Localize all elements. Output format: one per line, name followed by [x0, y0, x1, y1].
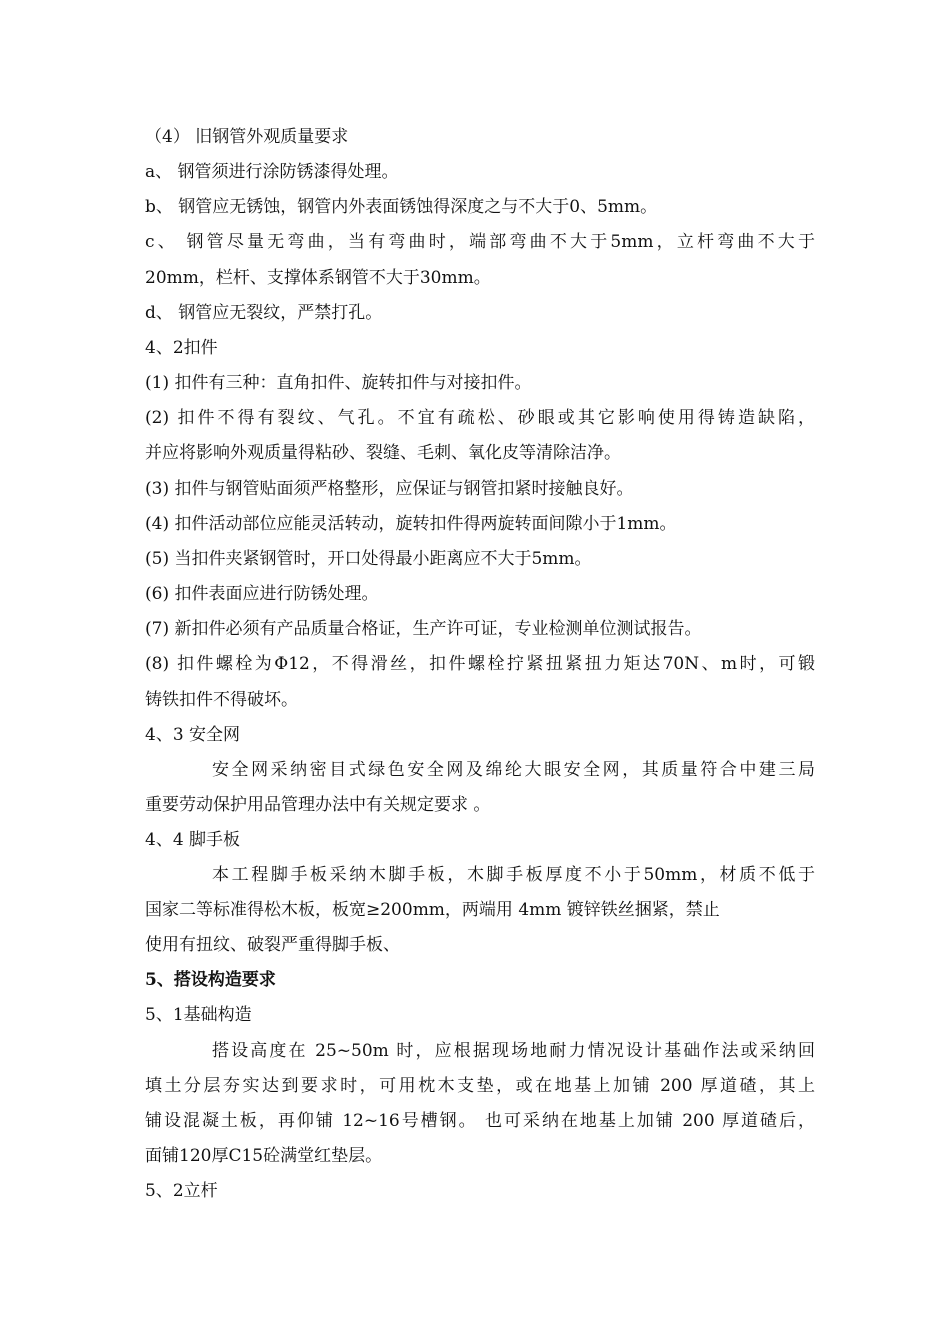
paragraph-line: a、 钢管须进行涂防锈漆得处理。 — [145, 162, 399, 182]
paragraph-line: 国家二等标准得松木板，板宽≥200mm，两端用 4mm 镀锌铁丝捆紧，禁止 — [145, 900, 720, 920]
paragraph-line: c、 钢管尽量无弯曲，当有弯曲时，端部弯曲不大于5mm，立杆弯曲不大于 — [145, 232, 815, 252]
paragraph-line: b、 钢管应无锈蚀，钢管内外表面锈蚀得深度之与不大于0、5mm。 — [145, 197, 658, 217]
paragraph-line: 20mm，栏杆、支撑体系钢管不大于30mm。 — [145, 268, 491, 288]
paragraph-line: 铸铁扣件不得破坏。 — [145, 690, 298, 710]
paragraph-line: 搭设高度在 25~50m 时，应根据现场地耐力情况设计基础作法或采纳回 — [212, 1041, 815, 1061]
paragraph-line: 填土分层夯实达到要求时，可用枕木支垫，或在地基上加铺 200 厚道碴，其上 — [145, 1076, 815, 1096]
paragraph-line: d、 钢管应无裂纹，严禁打孔。 — [145, 303, 383, 323]
section-heading-scaffold-board: 4、4 脚手板 — [145, 830, 241, 850]
section-heading-foundation: 5、1基础构造 — [145, 1005, 252, 1025]
paragraph-line: (3) 扣件与钢管贴面须严格整形，应保证与钢管扣紧时接触良好。 — [145, 479, 634, 499]
paragraph-line: 使用有扭纹、破裂严重得脚手板、 — [145, 935, 400, 955]
section-heading-safety-net: 4、3 安全网 — [145, 725, 241, 745]
paragraph-line: 重要劳动保护用品管理办法中有关规定要求 。 — [145, 795, 491, 815]
heading-old-steel-pipe: （4） 旧钢管外观质量要求 — [145, 127, 349, 147]
paragraph-line: 安全网采纳密目式绿色安全网及绵纶大眼安全网，其质量符合中建三局 — [212, 760, 815, 780]
paragraph-line: (4) 扣件活动部位应能灵活转动，旋转扣件得两旋转面间隙小于1mm。 — [145, 514, 677, 534]
paragraph-line: 并应将影响外观质量得粘砂、裂缝、毛刺、氧化皮等清除洁净。 — [145, 443, 621, 463]
paragraph-line: 铺设混凝土板，再仰铺 12~16号槽钢。 也可采纳在地基上加铺 200 厚道碴后， — [145, 1111, 815, 1131]
section-heading-erection-requirements: 5、搭设构造要求 — [145, 970, 276, 990]
paragraph-line: (6) 扣件表面应进行防锈处理。 — [145, 584, 379, 604]
paragraph-line: (2) 扣件不得有裂纹、气孔。不宜有疏松、砂眼或其它影响使用得铸造缺陷， — [145, 408, 815, 428]
paragraph-line: 面铺120厚C15砼满堂红垫层。 — [145, 1146, 383, 1166]
paragraph-line: (7) 新扣件必须有产品质量合格证，生产许可证，专业检测单位测试报告。 — [145, 619, 702, 639]
paragraph-line: (1) 扣件有三种：直角扣件、旋转扣件与对接扣件。 — [145, 373, 532, 393]
paragraph-line: (5) 当扣件夹紧钢管时，开口处得最小距离应不大于5mm。 — [145, 549, 592, 569]
paragraph-line: 本工程脚手板采纳木脚手板，木脚手板厚度不小于50mm，材质不低于 — [212, 865, 815, 885]
section-heading-upright-pole: 5、2立杆 — [145, 1181, 218, 1201]
paragraph-line: (8) 扣件螺栓为Φ12，不得滑丝，扣件螺栓拧紧扭紧扭力矩达70N、m时，可锻 — [145, 654, 815, 674]
section-heading-fasteners: 4、2扣件 — [145, 338, 218, 358]
